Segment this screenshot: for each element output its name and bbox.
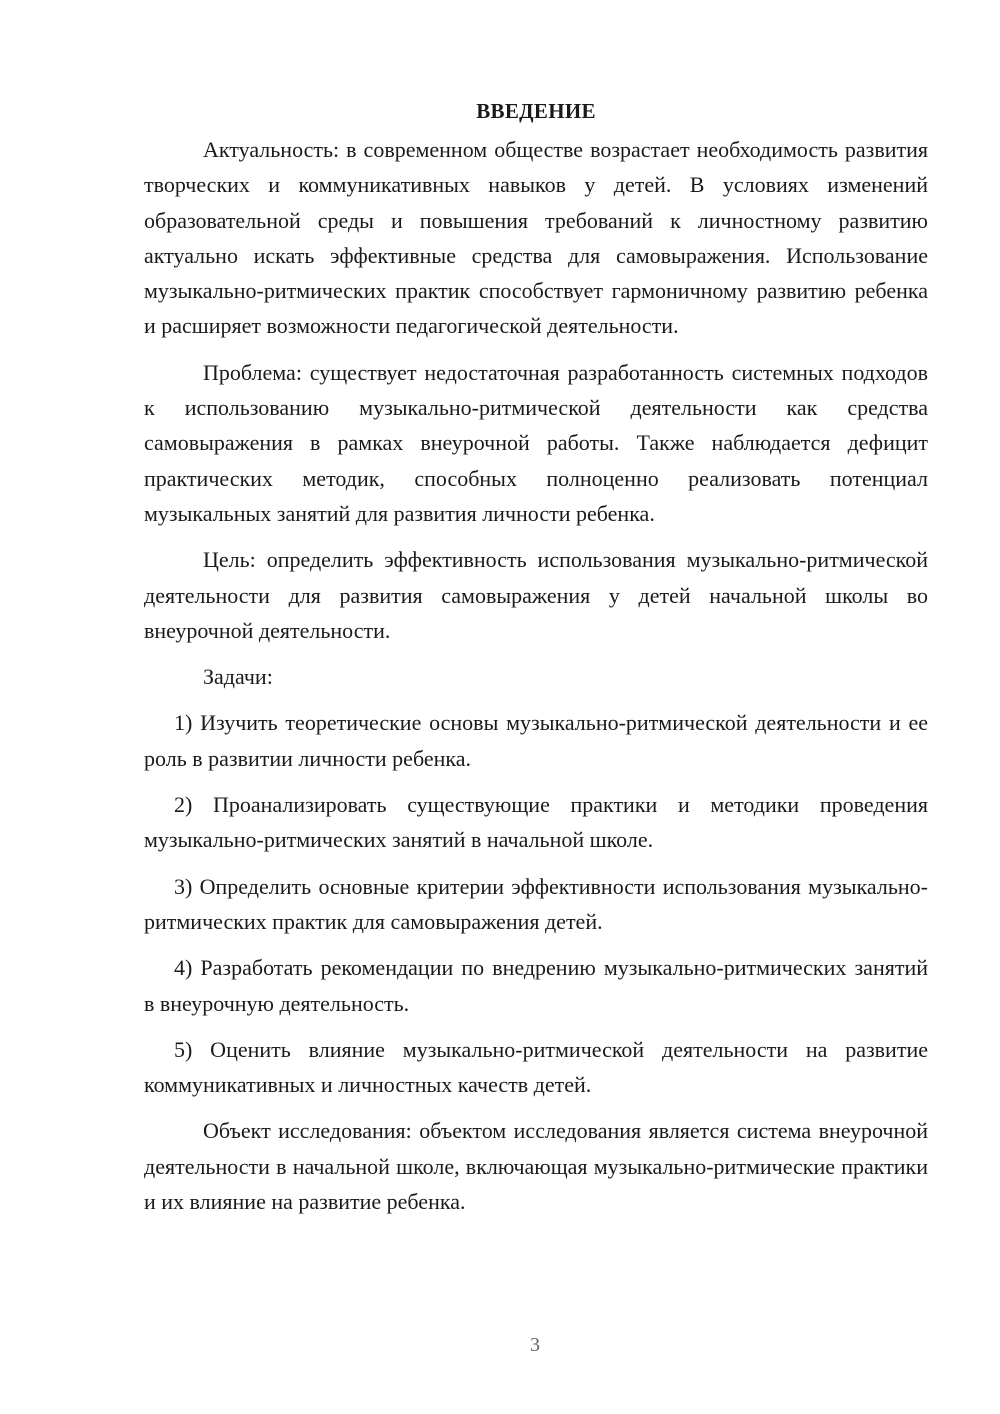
task-item-5: 5) Оценить влияние музыкально-ритмической деятельности на развитие коммуникативных и личностных качеств детей. [144, 1036, 928, 1098]
task-item-2: 2) Проанализировать существующие практики и методики проведения музыкально-ритмических занятий в начальной школе. [144, 792, 928, 853]
page-number: 3 [530, 1334, 540, 1356]
task-item-3: 3) Определить основные критерии эффективности использования музыкально-ритмических практик для самовыражения детей. [144, 873, 928, 934]
section-title: ВВЕДЕНИЕ [476, 99, 596, 123]
document-page [144, 96, 928, 1230]
paragraph-goal: Цель: определить эффективность использования музыкально-ритмической деятельности для развития самовыражения у детей начальной школы во внеурочной деятельности. [144, 547, 928, 643]
task-item-1: 1) Изучить теоретические основы музыкально-ритмической деятельности и ее роль в развитии личности ребенка. [144, 710, 928, 771]
paragraph-object: Объект исследования: объектом исследования является система внеурочной деятельности в начальной школе, включающая музыкально-ритмические практики и их влияние на развитие ребенка. [144, 1118, 928, 1215]
paragraph-problem: Проблема: существует недостаточная разработанность системных подходов к использованию музыкально-ритмической деятельности как средства самовыражения в рамках внеурочной работы. Также наблюдается дефицит практических методик, способных полноценно реализовать потенциал музыкальных занятий для развития личности ребенка. [144, 359, 928, 526]
task-item-4: 4) Разработать рекомендации по внедрению музыкально-ритмических занятий в внеурочную деятельность. [144, 955, 928, 1016]
tasks-heading: Задачи: [203, 664, 273, 690]
paragraph-relevance: Актуальность: в современном обществе возрастает необходимость развития творческих и коммуникативных навыков у детей. В условиях изменений образовательной среды и повышения требований к личностному развитию актуально искать эффективные средства для самовыражения. Использование музыкально-ритмических практик способствует гармоничному развитию ребенка и расширяет возможности педагогической деятельности. [144, 137, 928, 339]
